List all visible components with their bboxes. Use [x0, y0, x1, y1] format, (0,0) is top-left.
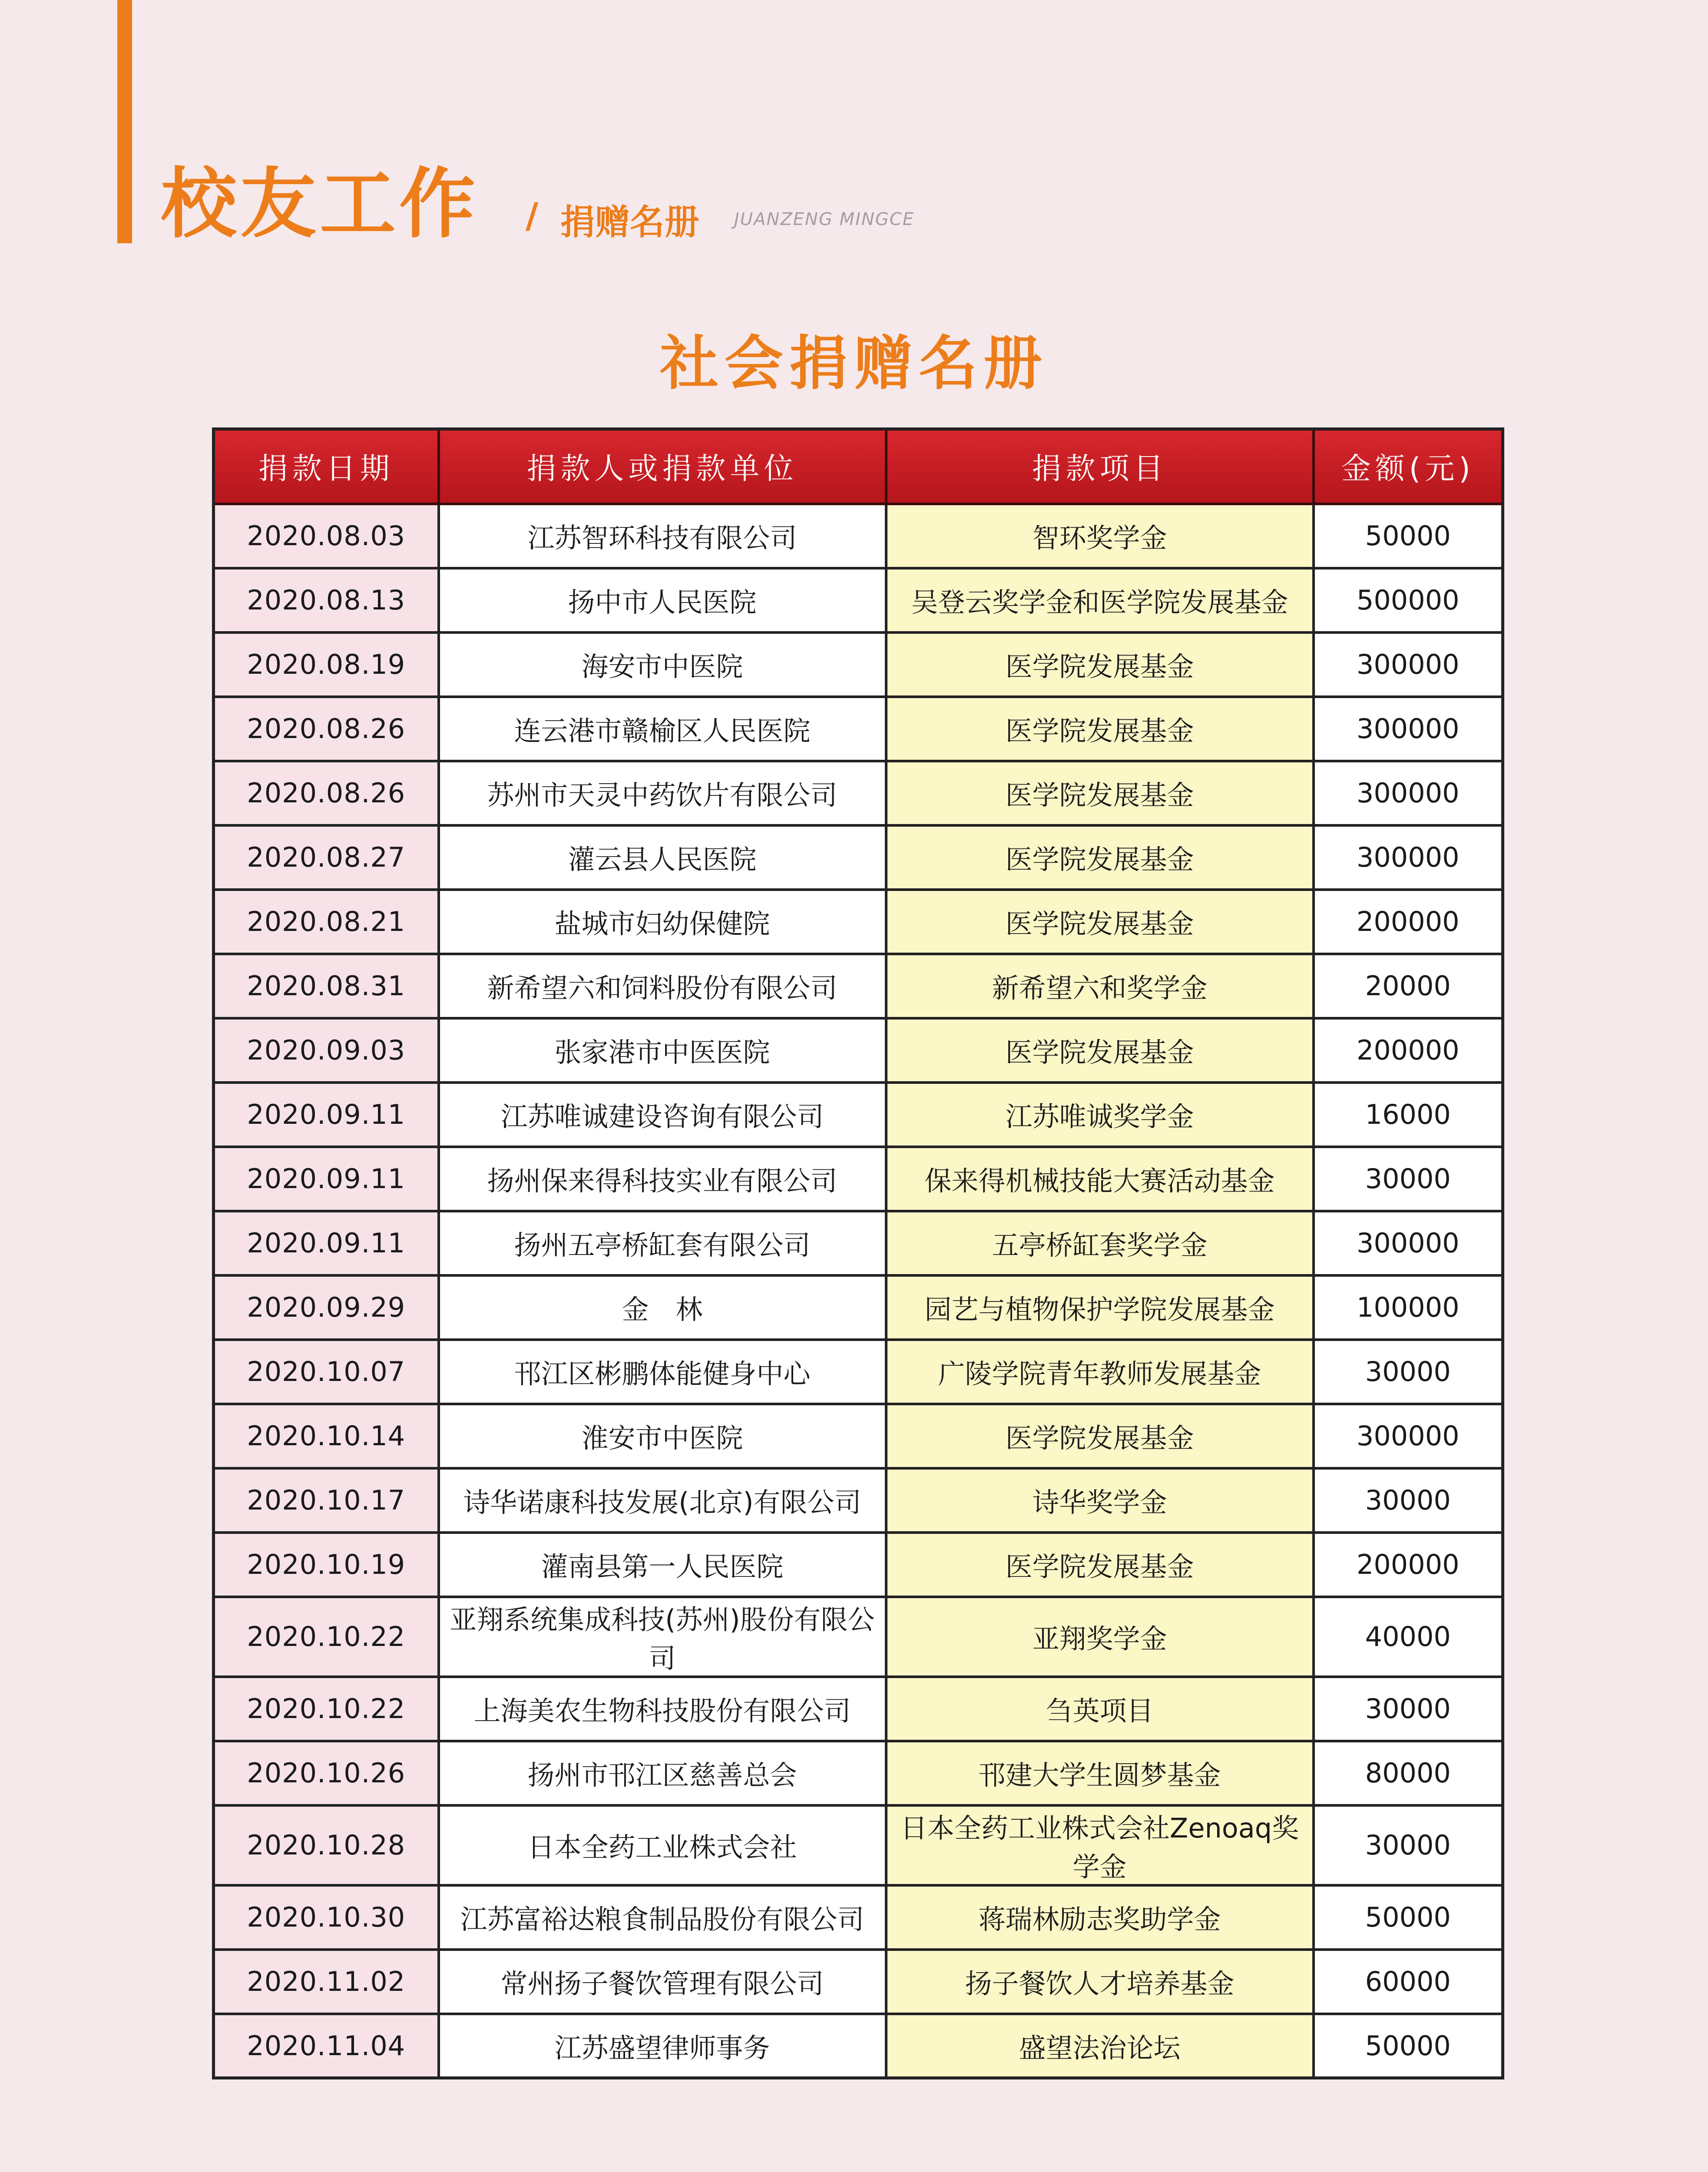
column-header-donor: 捐款人或捐款单位: [439, 429, 886, 504]
cell-date: 2020.08.26: [214, 697, 439, 761]
table-header: [214, 429, 1503, 504]
cell-donor: 江苏智环科技有限公司: [439, 504, 886, 568]
cell-project: 广陵学院青年教师发展基金: [886, 1340, 1314, 1404]
table-row: [214, 1211, 1503, 1275]
table-row: [214, 825, 1503, 890]
cell-project: 医学院发展基金: [886, 825, 1314, 890]
cell-date: 2020.10.28: [214, 1805, 439, 1885]
table-header-row: [214, 429, 1503, 504]
cell-project: 盛望法治论坛: [886, 2014, 1314, 2078]
table-row: [214, 632, 1503, 697]
cell-project: 医学院发展基金: [886, 1533, 1314, 1597]
cell-amount: 50000: [1314, 1885, 1503, 1950]
table-row: [214, 1468, 1503, 1533]
cell-amount: 300000: [1314, 697, 1503, 761]
table-row: [214, 1533, 1503, 1597]
cell-date: 2020.09.11: [214, 1147, 439, 1211]
cell-donor: 诗华诺康科技发展(北京)有限公司: [439, 1468, 886, 1533]
cell-project: 智环奖学金: [886, 504, 1314, 568]
cell-donor: 扬州市邗江区慈善总会: [439, 1741, 886, 1805]
cell-date: 2020.09.03: [214, 1018, 439, 1083]
table-row: [214, 1885, 1503, 1950]
cell-project: 邗建大学生圆梦基金: [886, 1741, 1314, 1805]
cell-date: 2020.10.07: [214, 1340, 439, 1404]
cell-date: 2020.09.29: [214, 1275, 439, 1340]
document-title: 社会捐赠名册: [660, 328, 1048, 397]
cell-donor: 江苏唯诚建设咨询有限公司: [439, 1083, 886, 1147]
cell-amount: 200000: [1314, 1018, 1503, 1083]
cell-amount: 30000: [1314, 1677, 1503, 1741]
cell-donor: 金 林: [439, 1275, 886, 1340]
table-row: [214, 1275, 1503, 1340]
cell-donor: 淮安市中医院: [439, 1404, 886, 1468]
subtitle-slash: /: [526, 195, 539, 236]
table-row: [214, 568, 1503, 632]
cell-project: 医学院发展基金: [886, 632, 1314, 697]
cell-project: 吴登云奖学金和医学院发展基金: [886, 568, 1314, 632]
cell-amount: 30000: [1314, 1147, 1503, 1211]
cell-date: 2020.08.19: [214, 632, 439, 697]
cell-amount: 200000: [1314, 1533, 1503, 1597]
cell-amount: 300000: [1314, 761, 1503, 825]
table-row: [214, 761, 1503, 825]
table-row: [214, 1805, 1503, 1885]
cell-date: 2020.09.11: [214, 1211, 439, 1275]
table-row: [214, 1404, 1503, 1468]
cell-project: 日本全药工业株式会社Zenoaq奖学金: [886, 1805, 1314, 1885]
cell-donor: 张家港市中医医院: [439, 1018, 886, 1083]
cell-donor: 灌南县第一人民医院: [439, 1533, 886, 1597]
cell-project: 江苏唯诚奖学金: [886, 1083, 1314, 1147]
cell-date: 2020.08.27: [214, 825, 439, 890]
cell-amount: 300000: [1314, 1404, 1503, 1468]
accent-side-bar: [117, 0, 132, 243]
table-row: [214, 1950, 1503, 2014]
cell-donor: 扬中市人民医院: [439, 568, 886, 632]
cell-amount: 500000: [1314, 568, 1503, 632]
cell-date: 2020.10.26: [214, 1741, 439, 1805]
cell-project: 诗华奖学金: [886, 1468, 1314, 1533]
cell-amount: 100000: [1314, 1275, 1503, 1340]
cell-project: 刍英项目: [886, 1677, 1314, 1741]
cell-amount: 60000: [1314, 1950, 1503, 2014]
cell-project: 医学院发展基金: [886, 1018, 1314, 1083]
cell-date: 2020.08.21: [214, 890, 439, 954]
cell-amount: 30000: [1314, 1468, 1503, 1533]
cell-date: 2020.08.31: [214, 954, 439, 1018]
cell-project: 医学院发展基金: [886, 697, 1314, 761]
cell-project: 医学院发展基金: [886, 890, 1314, 954]
cell-amount: 80000: [1314, 1741, 1503, 1805]
table-row: [214, 1018, 1503, 1083]
cell-donor: 海安市中医院: [439, 632, 886, 697]
donation-table-wrapper: [212, 427, 1501, 2064]
cell-amount: 300000: [1314, 1211, 1503, 1275]
cell-date: 2020.11.04: [214, 2014, 439, 2078]
cell-date: 2020.10.19: [214, 1533, 439, 1597]
cell-date: 2020.10.22: [214, 1597, 439, 1677]
subtitle-pinyin: JUANZENG MINGCE: [734, 209, 915, 229]
table-body: [214, 504, 1503, 2078]
cell-donor: 上海美农生物科技股份有限公司: [439, 1677, 886, 1741]
column-header-project: 捐款项目: [886, 429, 1314, 504]
column-header-amount: 金额(元): [1314, 429, 1503, 504]
cell-donor: 亚翔系统集成科技(苏州)股份有限公司: [439, 1597, 886, 1677]
cell-amount: 50000: [1314, 2014, 1503, 2078]
cell-amount: 30000: [1314, 1340, 1503, 1404]
table-row: [214, 1083, 1503, 1147]
cell-date: 2020.10.14: [214, 1404, 439, 1468]
cell-project: 医学院发展基金: [886, 761, 1314, 825]
subtitle: 捐赠名册: [560, 202, 699, 242]
table-row: [214, 890, 1503, 954]
cell-amount: 200000: [1314, 890, 1503, 954]
cell-project: 保来得机械技能大赛活动基金: [886, 1147, 1314, 1211]
cell-donor: 盐城市妇幼保健院: [439, 890, 886, 954]
table-row: [214, 2014, 1503, 2078]
table-row: [214, 1340, 1503, 1404]
table-row: [214, 697, 1503, 761]
cell-amount: 30000: [1314, 1805, 1503, 1885]
cell-donor: 江苏富裕达粮食制品股份有限公司: [439, 1885, 886, 1950]
table-row: [214, 1597, 1503, 1677]
cell-date: 2020.10.17: [214, 1468, 439, 1533]
cell-donor: 灌云县人民医院: [439, 825, 886, 890]
cell-donor: 邗江区彬鹏体能健身中心: [439, 1340, 886, 1404]
cell-project: 亚翔奖学金: [886, 1597, 1314, 1677]
cell-date: 2020.11.02: [214, 1950, 439, 2014]
cell-project: 园艺与植物保护学院发展基金: [886, 1275, 1314, 1340]
cell-project: 五亭桥缸套奖学金: [886, 1211, 1314, 1275]
cell-donor: 扬州五亭桥缸套有限公司: [439, 1211, 886, 1275]
section-title: 校友工作: [161, 160, 479, 248]
cell-date: 2020.08.26: [214, 761, 439, 825]
cell-donor: 扬州保来得科技实业有限公司: [439, 1147, 886, 1211]
cell-date: 2020.08.03: [214, 504, 439, 568]
cell-donor: 常州扬子餐饮管理有限公司: [439, 1950, 886, 2014]
table-row: [214, 504, 1503, 568]
table-row: [214, 954, 1503, 1018]
cell-donor: 江苏盛望律师事务: [439, 2014, 886, 2078]
cell-project: 医学院发展基金: [886, 1404, 1314, 1468]
cell-amount: 300000: [1314, 632, 1503, 697]
table-row: [214, 1147, 1503, 1211]
cell-date: 2020.08.13: [214, 568, 439, 632]
cell-project: 蒋瑞林励志奖助学金: [886, 1885, 1314, 1950]
cell-amount: 300000: [1314, 825, 1503, 890]
cell-date: 2020.09.11: [214, 1083, 439, 1147]
table-row: [214, 1677, 1503, 1741]
cell-donor: 日本全药工业株式会社: [439, 1805, 886, 1885]
cell-donor: 连云港市赣榆区人民医院: [439, 697, 886, 761]
cell-date: 2020.10.22: [214, 1677, 439, 1741]
table-row: [214, 1741, 1503, 1805]
cell-donor: 苏州市天灵中药饮片有限公司: [439, 761, 886, 825]
cell-amount: 16000: [1314, 1083, 1503, 1147]
donation-table: [212, 427, 1504, 2079]
cell-project: 扬子餐饮人才培养基金: [886, 1950, 1314, 2014]
cell-donor: 新希望六和饲料股份有限公司: [439, 954, 886, 1018]
cell-date: 2020.10.30: [214, 1885, 439, 1950]
column-header-date: 捐款日期: [214, 429, 439, 504]
cell-amount: 40000: [1314, 1597, 1503, 1677]
cell-amount: 20000: [1314, 954, 1503, 1018]
cell-project: 新希望六和奖学金: [886, 954, 1314, 1018]
cell-amount: 50000: [1314, 504, 1503, 568]
